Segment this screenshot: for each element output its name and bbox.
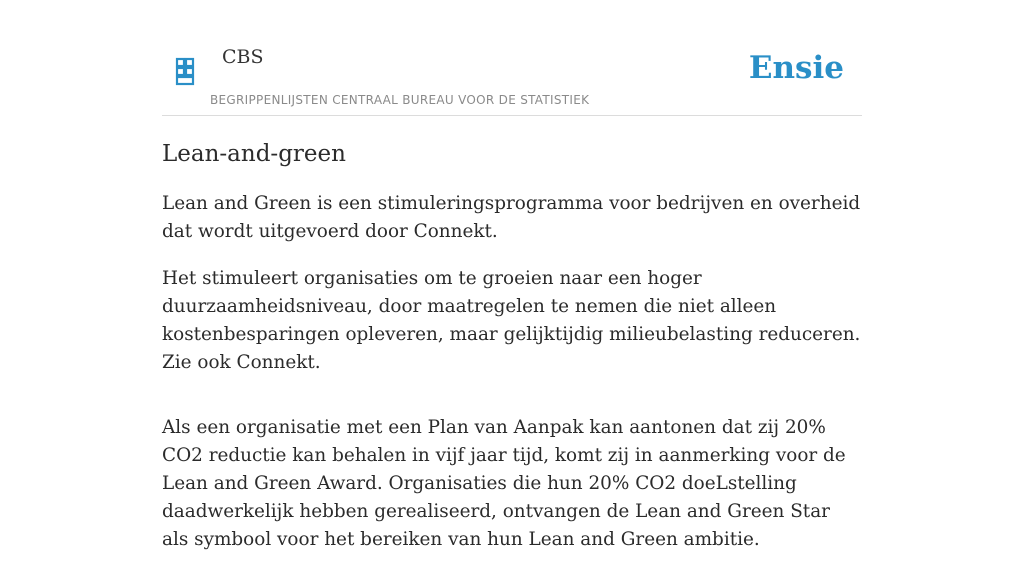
definition-paragraph: Lean and Green is een stimuleringsprogramma voor bedrijven en overheid dat wordt uitgevoerd door Connekt. — [162, 193, 861, 242]
ensie-brand-link[interactable]: Ensie — [748, 50, 844, 86]
term-title: Lean-and-green — [162, 141, 346, 167]
site-subtitle: BEGRIPPENLIJSTEN CENTRAAL BUREAU VOOR DE STATISTIEK — [210, 93, 590, 107]
definition-paragraph: Het stimuleert organisaties om te groeien naar een hoger duurzaamheidsniveau, door maatregelen te nemen die niet alleen kostenbesparingen opleveren, maar gelijktijdig milieubelasting reduceren. Zie ook Connekt. — [162, 268, 861, 373]
term-content — [162, 138, 862, 573]
org-name[interactable]: CBS — [222, 46, 264, 68]
cbs-logo-icon[interactable] — [174, 56, 198, 88]
site-header — [162, 40, 862, 116]
definition-paragraph: Als een organisatie met een Plan van Aanpak kan aantonen dat zij 20% CO2 reductie kan behalen in vijf jaar tijd, komt zij in aanmerking voor de Lean and Green Award. Organisaties die hun 20% CO2 doeLstelling daadwerkelijk hebben gerealiseerd, ontvangen de Lean and Green Star als symbool voor het bereiken van hun Lean and Green ambitie. — [162, 417, 846, 550]
